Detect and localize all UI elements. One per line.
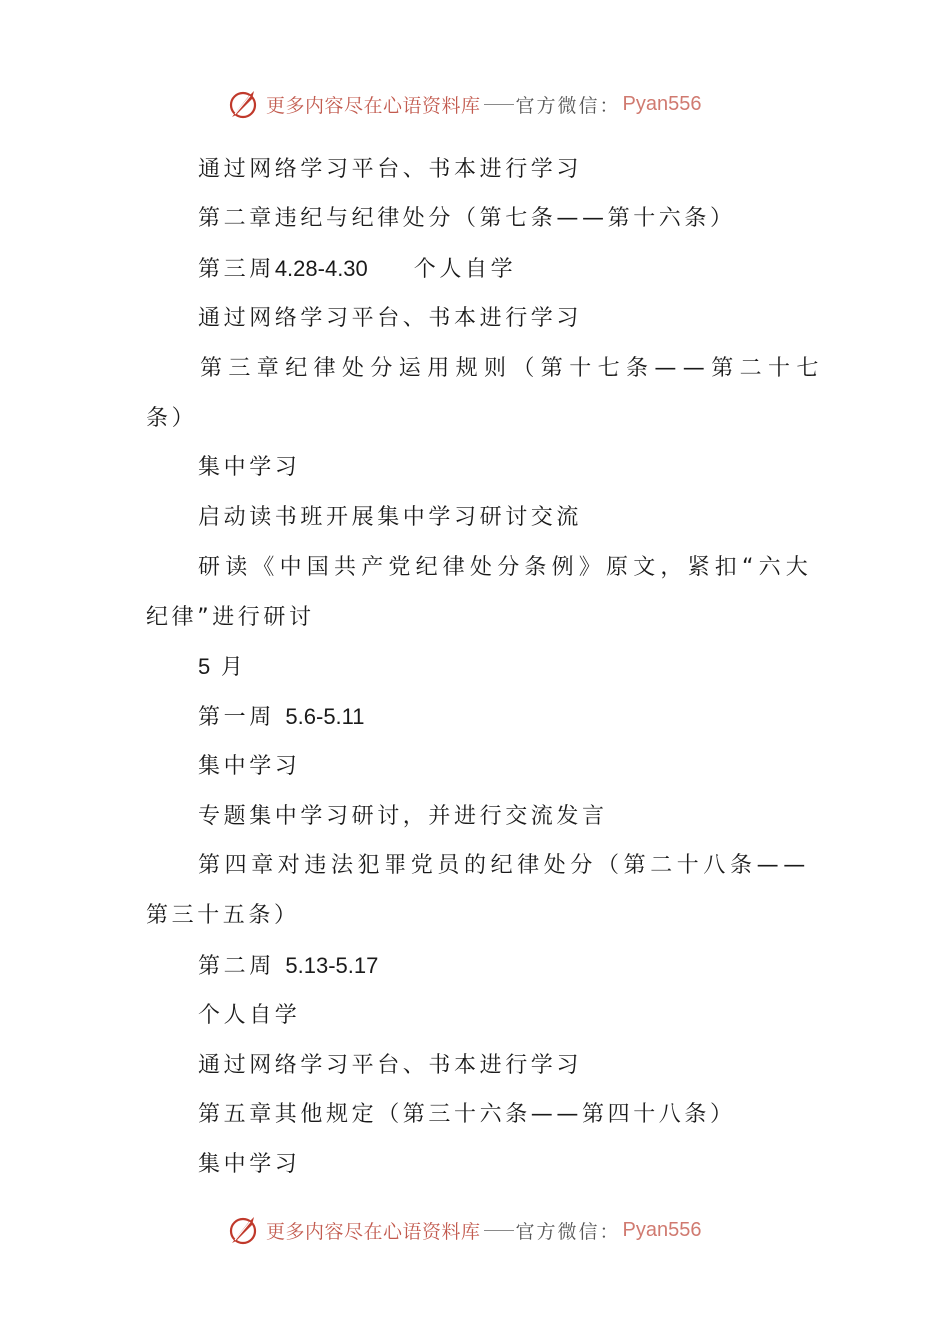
quill-logo-icon: [226, 87, 260, 121]
paragraph: 通过网络学习平台、书本进行学习: [198, 306, 583, 331]
paragraph: 第五章其他规定（第三十六条——第四十八条）: [198, 1102, 736, 1127]
paragraph: [198, 941, 808, 991]
paragraph: 启动读书班开展集中学习研讨交流: [198, 505, 583, 530]
footer-banner: [226, 1212, 702, 1248]
paragraph: 研读《中国共产党纪律处分条例》原文，紧扣“六大: [198, 555, 813, 580]
banner-wechat-id: Pyan556: [622, 92, 702, 115]
paragraph: 通过网络学习平台、书本进行学习: [198, 157, 583, 182]
paragraph: 第三十五条）: [146, 903, 300, 928]
date-range: 5.6-5.11: [285, 704, 365, 729]
paragraph: 专题集中学习研讨，并进行交流发言: [198, 804, 608, 829]
banner-main-text: 更多内容尽在心语资料库: [266, 94, 481, 117]
month-label: 月: [220, 655, 247, 680]
week-label: 第三周: [198, 257, 275, 282]
paragraph: [198, 642, 808, 692]
week-label: 第一周: [198, 705, 275, 730]
paragraph: 个人自学: [198, 1003, 301, 1028]
paragraph: 第三章纪律处分运用规则（第十七条——第二十七: [200, 356, 825, 381]
paragraph: 第四章对违法犯罪党员的纪律处分（第二十八条——: [198, 853, 810, 878]
paragraph: 集中学习: [198, 1152, 301, 1177]
paragraph: 纪律”进行研讨: [146, 605, 315, 630]
activity-label: 个人自学: [413, 257, 517, 282]
week-label: 第二周: [198, 954, 275, 979]
month-number: 5: [198, 654, 211, 679]
paragraph: [198, 692, 808, 742]
date-range: 5.13-5.17: [285, 953, 379, 978]
banner-official-label: 官方微信：: [515, 1220, 621, 1243]
banner-main-text: 更多内容尽在心语资料库: [266, 1220, 481, 1243]
paragraph: [198, 244, 808, 294]
banner-official-label: 官方微信：: [515, 94, 621, 117]
paragraph: 集中学习: [198, 455, 301, 480]
banner-wechat-id: Pyan556: [622, 1218, 702, 1241]
quill-logo-icon: [226, 1213, 260, 1247]
paragraph: 条）: [146, 406, 198, 431]
banner-divider: [484, 104, 514, 105]
paragraph: 第二章违纪与纪律处分（第七条——第十六条）: [198, 206, 736, 231]
header-banner: [226, 86, 702, 122]
paragraph: 通过网络学习平台、书本进行学习: [198, 1053, 583, 1078]
banner-divider: [484, 1230, 514, 1231]
paragraph: 集中学习: [198, 754, 301, 779]
date-range: 4.28-4.30: [274, 256, 368, 281]
